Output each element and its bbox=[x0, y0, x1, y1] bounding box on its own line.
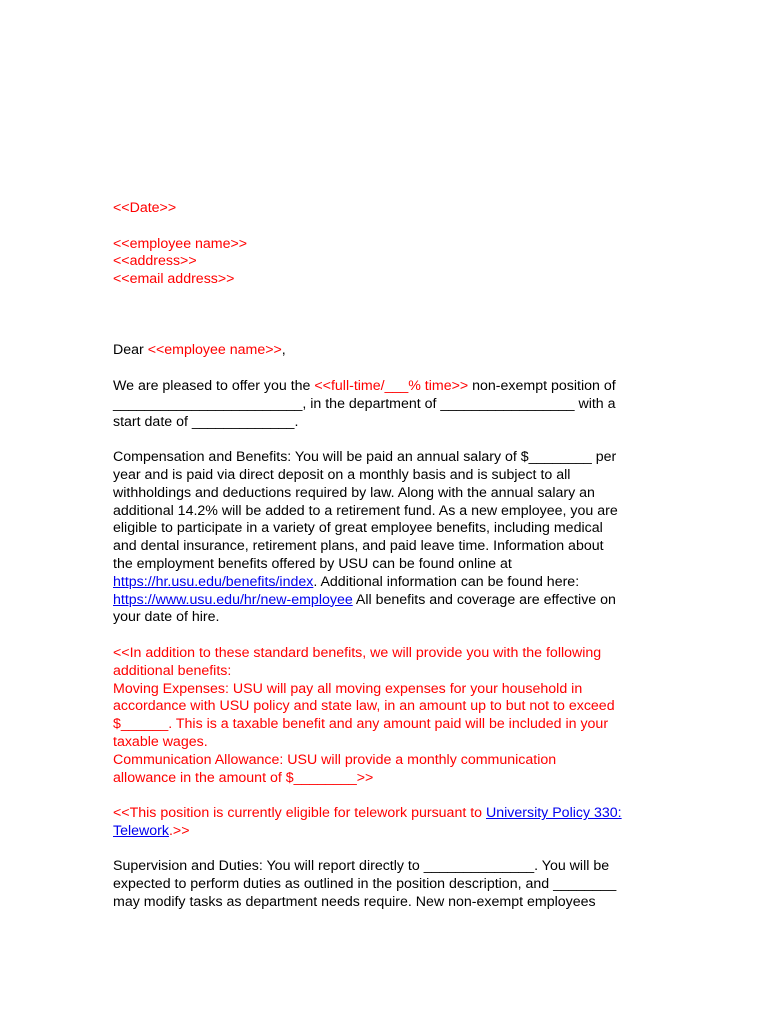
telework-policy-link[interactable]: Telework bbox=[113, 822, 169, 839]
offer-paragraph bbox=[113, 378, 658, 431]
offer-text-1: We are pleased to offer you the bbox=[113, 377, 315, 394]
offer-time-placeholder: <<full-time/___% time>> bbox=[314, 377, 469, 394]
compensation-line: additional 14.2% will be added to a retirement fund. As a new employee, you are bbox=[113, 502, 618, 519]
offer-line-1 bbox=[113, 378, 658, 396]
supervision-line: expected to perform duties as outlined in the position description, and ________ bbox=[113, 876, 617, 893]
compensation-line: year and is paid via direct deposit on a monthly basis and is subject to all bbox=[113, 466, 571, 483]
supervision-line: Supervision and Duties: You will report directly to ______________. You will be bbox=[113, 858, 610, 875]
additional-benefits-line: accordance with USU policy and state law, in an amount up to but not to exceed bbox=[113, 698, 615, 715]
compensation-line: Compensation and Benefits: You will be paid an annual salary of $________ per bbox=[113, 449, 617, 466]
recipient-address: <<address>> bbox=[113, 253, 197, 270]
telework-paragraph bbox=[113, 805, 658, 841]
additional-benefits-paragraph bbox=[113, 645, 658, 787]
offer-text-2: non-exempt position of bbox=[468, 377, 616, 394]
recipient-email: <<email address>> bbox=[113, 271, 235, 288]
compensation-paragraph bbox=[113, 449, 658, 627]
supervision-paragraph bbox=[113, 858, 658, 911]
salutation-prefix: Dear bbox=[113, 342, 148, 359]
additional-benefits-line: taxable wages. bbox=[113, 733, 208, 750]
compensation-after-link-1: . Additional information can be found here: bbox=[313, 573, 580, 590]
compensation-link-line-2 bbox=[113, 592, 658, 610]
compensation-line: and dental insurance, retirement plans, and paid leave time. Information about bbox=[113, 538, 604, 555]
additional-benefits-line: Communication Allowance: USU will provide a monthly communication bbox=[113, 751, 557, 768]
compensation-line: withholdings and deductions required by law. Along with the annual salary an bbox=[113, 484, 595, 501]
additional-benefits-line: allowance in the amount of $________>> bbox=[113, 769, 374, 786]
additional-benefits-line: additional benefits: bbox=[113, 662, 232, 679]
date-placeholder: <<Date>> bbox=[113, 200, 177, 216]
salutation-name: <<employee name>> bbox=[147, 342, 282, 359]
telework-line-1 bbox=[113, 805, 658, 823]
offer-line-3: start date of _____________. bbox=[113, 413, 299, 430]
compensation-last-line: your date of hire. bbox=[113, 609, 220, 626]
additional-benefits-line: Moving Expenses: USU will pay all moving expenses for your household in bbox=[113, 680, 583, 697]
telework-prefix: <<This position is currently eligible for telework pursuant to bbox=[113, 805, 486, 822]
compensation-line: the employment benefits offered by USU can be found online at bbox=[113, 555, 512, 572]
recipient-name: <<employee name>> bbox=[113, 235, 248, 252]
compensation-line: eligible to participate in a variety of great employee benefits, including medical bbox=[113, 520, 603, 537]
policy-330-link[interactable]: University Policy 330: bbox=[486, 805, 622, 822]
supervision-line: may modify tasks as department needs require. New non-exempt employees bbox=[113, 894, 596, 911]
compensation-link-line-1 bbox=[113, 574, 658, 592]
additional-benefits-line: <<In addition to these standard benefits, we will provide you with the following bbox=[113, 644, 602, 661]
letter-body bbox=[113, 200, 658, 912]
offer-line-2: ________________________, in the department of _________________ with a bbox=[113, 395, 616, 412]
telework-line-2 bbox=[113, 823, 658, 841]
recipient-block bbox=[113, 236, 658, 289]
salutation bbox=[113, 342, 658, 360]
additional-benefits-line: $______. This is a taxable benefit and any amount paid will be included in your bbox=[113, 716, 609, 733]
salutation-suffix: , bbox=[281, 342, 286, 359]
compensation-after-link-2: All benefits and coverage are effective on bbox=[352, 591, 616, 608]
new-employee-link[interactable]: https://www.usu.edu/hr/new-employee bbox=[113, 591, 353, 608]
telework-suffix: .>> bbox=[168, 822, 190, 839]
benefits-index-link[interactable]: https://hr.usu.edu/benefits/index bbox=[113, 573, 314, 590]
